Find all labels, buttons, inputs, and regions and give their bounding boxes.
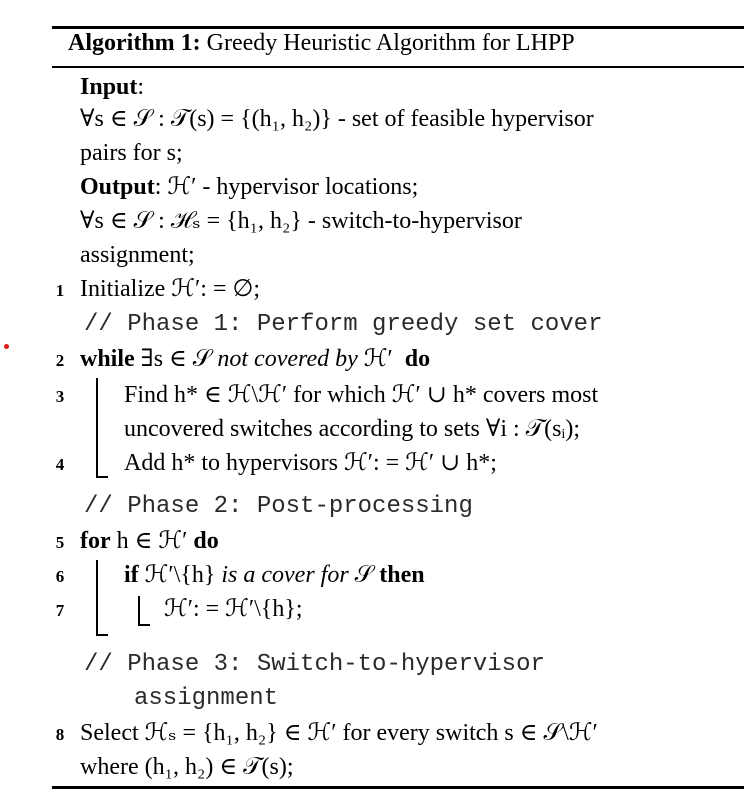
step-2-math: ∃s ∈ 𝒮	[140, 346, 212, 372]
for-block-end	[96, 634, 108, 636]
step-3-line-1: Find h* ∈ ℋ\ℋ′ for which ℋ′ ∪ h* covers most	[124, 382, 599, 408]
do-keyword-2: do	[193, 528, 219, 554]
input-label: Input	[80, 74, 138, 100]
comment-phase-3: // Phase 3: Switch-to-hypervisor	[84, 651, 545, 678]
step-1: Initialize ℋ′: = ∅;	[80, 276, 261, 302]
step-5-math: h ∈ ℋ′	[116, 528, 188, 554]
line-number-4: 4	[55, 455, 65, 474]
step-3-line-2: uncovered switches according to sets ∀i : 𝒯(sᵢ);	[124, 416, 581, 442]
step-2-condition: not covered by	[217, 346, 358, 372]
algorithm-title-label: Algorithm 1:	[68, 30, 201, 56]
comment-phase-2: // Phase 2: Post-processing	[84, 493, 473, 520]
then-keyword: then	[379, 562, 425, 588]
line-number-7: 7	[55, 601, 65, 620]
output-heading	[80, 172, 418, 202]
if-block-bar	[138, 596, 140, 626]
input-line-2: pairs for s;	[80, 140, 183, 166]
bottom-rule	[52, 786, 744, 789]
if-keyword: if	[124, 562, 139, 588]
input-line-1: ∀s ∈ 𝒮 : 𝒯(s) = {(h₁, h₂)} - set of feasible hypervisor	[80, 106, 594, 132]
step-2	[80, 344, 430, 374]
step-6-math-2: 𝒮	[354, 562, 374, 588]
step-6	[124, 560, 425, 590]
output-line-2: ∀s ∈ 𝒮 : ℋₛ = {h₁, h₂} - switch-to-hypervisor	[80, 208, 522, 234]
line-number-6: 6	[55, 567, 65, 586]
algorithm-title	[68, 30, 575, 57]
line-number-1: 1	[55, 281, 65, 300]
step-8-line-1: Select ℋₛ = {h₁, h₂} ∈ ℋ′ for every switch s ∈ 𝒮\ℋ′	[80, 720, 598, 746]
step-2-math-2: ℋ′	[363, 346, 393, 372]
comment-phase-3-cont: assignment	[134, 685, 279, 712]
while-block-bar	[96, 378, 98, 478]
output-label: Output	[80, 174, 155, 200]
for-keyword: for	[80, 528, 111, 554]
algorithm-title-name: Greedy Heuristic Algorithm for LHPP	[206, 30, 575, 56]
top-rule	[52, 26, 744, 29]
step-5	[80, 526, 219, 556]
if-block-end	[138, 624, 150, 626]
step-4: Add h* to hypervisors ℋ′: = ℋ′ ∪ h*;	[124, 450, 497, 476]
do-keyword: do	[404, 346, 431, 372]
for-block-bar	[96, 560, 98, 636]
input-heading	[80, 72, 144, 102]
while-keyword: while	[80, 346, 135, 372]
step-6-condition: is a cover for	[221, 562, 349, 588]
while-block-end	[96, 476, 108, 478]
output-line-1: : ℋ′ - hypervisor locations;	[154, 174, 419, 200]
step-7: ℋ′: = ℋ′\{h};	[164, 596, 303, 622]
red-marker-dot	[4, 344, 9, 349]
comment-phase-1: // Phase 1: Perform greedy set cover	[84, 311, 603, 338]
title-rule	[52, 66, 744, 68]
line-number-3: 3	[55, 387, 65, 406]
output-line-3: assignment;	[80, 242, 195, 268]
input-colon: :	[137, 74, 145, 100]
step-8-line-2: where (h₁, h₂) ∈ 𝒯(s);	[80, 754, 294, 780]
line-number-2: 2	[55, 351, 65, 370]
step-6-math: ℋ′\{h}	[144, 562, 216, 588]
line-number-8: 8	[55, 725, 65, 744]
line-number-5: 5	[55, 533, 65, 552]
